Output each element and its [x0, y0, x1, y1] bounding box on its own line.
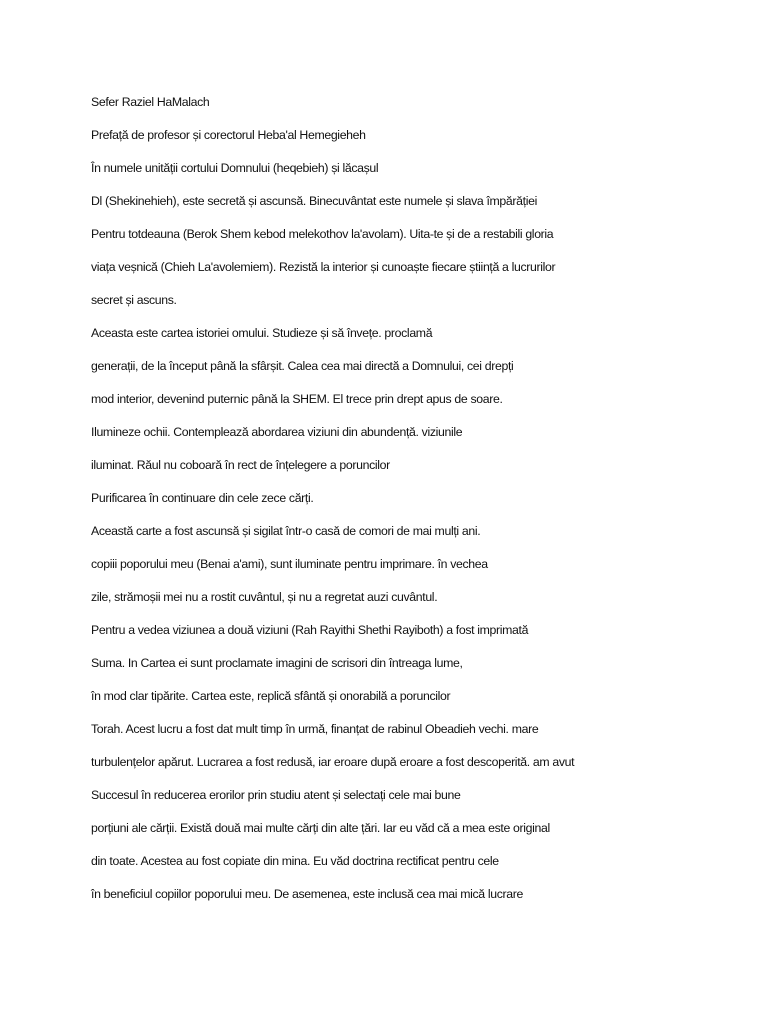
text-line: generații, de la început până la sfârșit. Calea cea mai directă a Domnului, cei drepți — [91, 359, 514, 373]
text-line: copiii poporului meu (Benai a'ami), sunt iluminate pentru imprimare. în vechea — [91, 557, 488, 571]
text-line: turbulențelor apărut. Lucrarea a fost redusă, iar eroare după eroare a fost descoperită. am avut — [91, 755, 575, 769]
text-line: Succesul în reducerea erorilor prin studiu atent și selectați cele mai bune — [91, 788, 461, 802]
text-line: Ilumineze ochii. Contemplează abordarea viziuni din abundență. viziunile — [91, 425, 463, 439]
text-line: secret și ascuns. — [91, 293, 177, 307]
text-line: Pentru totdeauna (Berok Shem kebod melekothov la'avolam). Uita-te și de a restabili gloria — [91, 227, 554, 241]
text-line: Prefață de profesor și corectorul Heba'al Hemegieheh — [91, 128, 366, 142]
text-line: din toate. Acestea au fost copiate din mina. Eu văd doctrina rectificat pentru cele — [91, 854, 499, 868]
text-line: Suma. In Cartea ei sunt proclamate imagini de scrisori din întreaga lume, — [91, 656, 463, 670]
text-line: porțiuni ale cărții. Există două mai multe cărți din alte țări. Iar eu văd că a mea este original — [91, 821, 550, 835]
text-line: viața veșnică (Chieh La'avolemiem). Rezistă la interior și cunoaște fiecare știință a lucrurilor — [91, 260, 556, 274]
text-line: Pentru a vedea viziunea a două viziuni (Rah Rayithi Shethi Rayiboth) a fost imprimată — [91, 623, 529, 637]
text-line: Purificarea în continuare din cele zece cărți. — [91, 491, 314, 505]
text-line: Dl (Shekinehieh), este secretă și ascunsă. Binecuvântat este numele și slava împărăției — [91, 194, 537, 208]
text-line: În numele unității cortului Domnului (heqebieh) și lăcașul — [91, 161, 379, 175]
document-title: Sefer Raziel HaMalach — [91, 95, 210, 109]
text-line: Torah. Acest lucru a fost dat mult timp în urmă, finanțat de rabinul Obeadieh vechi. mare — [91, 722, 539, 736]
document-text — [91, 92, 761, 917]
text-line: zile, strămoșii mei nu a rostit cuvântul, și nu a regretat auzi cuvântul. — [91, 590, 438, 604]
text-line: Această carte a fost ascunsă și sigilat într-o casă de comori de mai mulți ani. — [91, 524, 481, 538]
text-line: Aceasta este cartea istoriei omului. Studieze și să învețe. proclamă — [91, 326, 433, 340]
text-line: în beneficiul copiilor poporului meu. De asemenea, este inclusă cea mai mică lucrare — [91, 887, 523, 901]
text-line: iluminat. Răul nu coboară în rect de înțelegere a poruncilor — [91, 458, 390, 472]
text-line: în mod clar tipărite. Cartea este, replică sfântă și onorabilă a poruncilor — [91, 689, 451, 703]
text-line: mod interior, devenind puternic până la SHEM. El trece prin drept apus de soare. — [91, 392, 503, 406]
